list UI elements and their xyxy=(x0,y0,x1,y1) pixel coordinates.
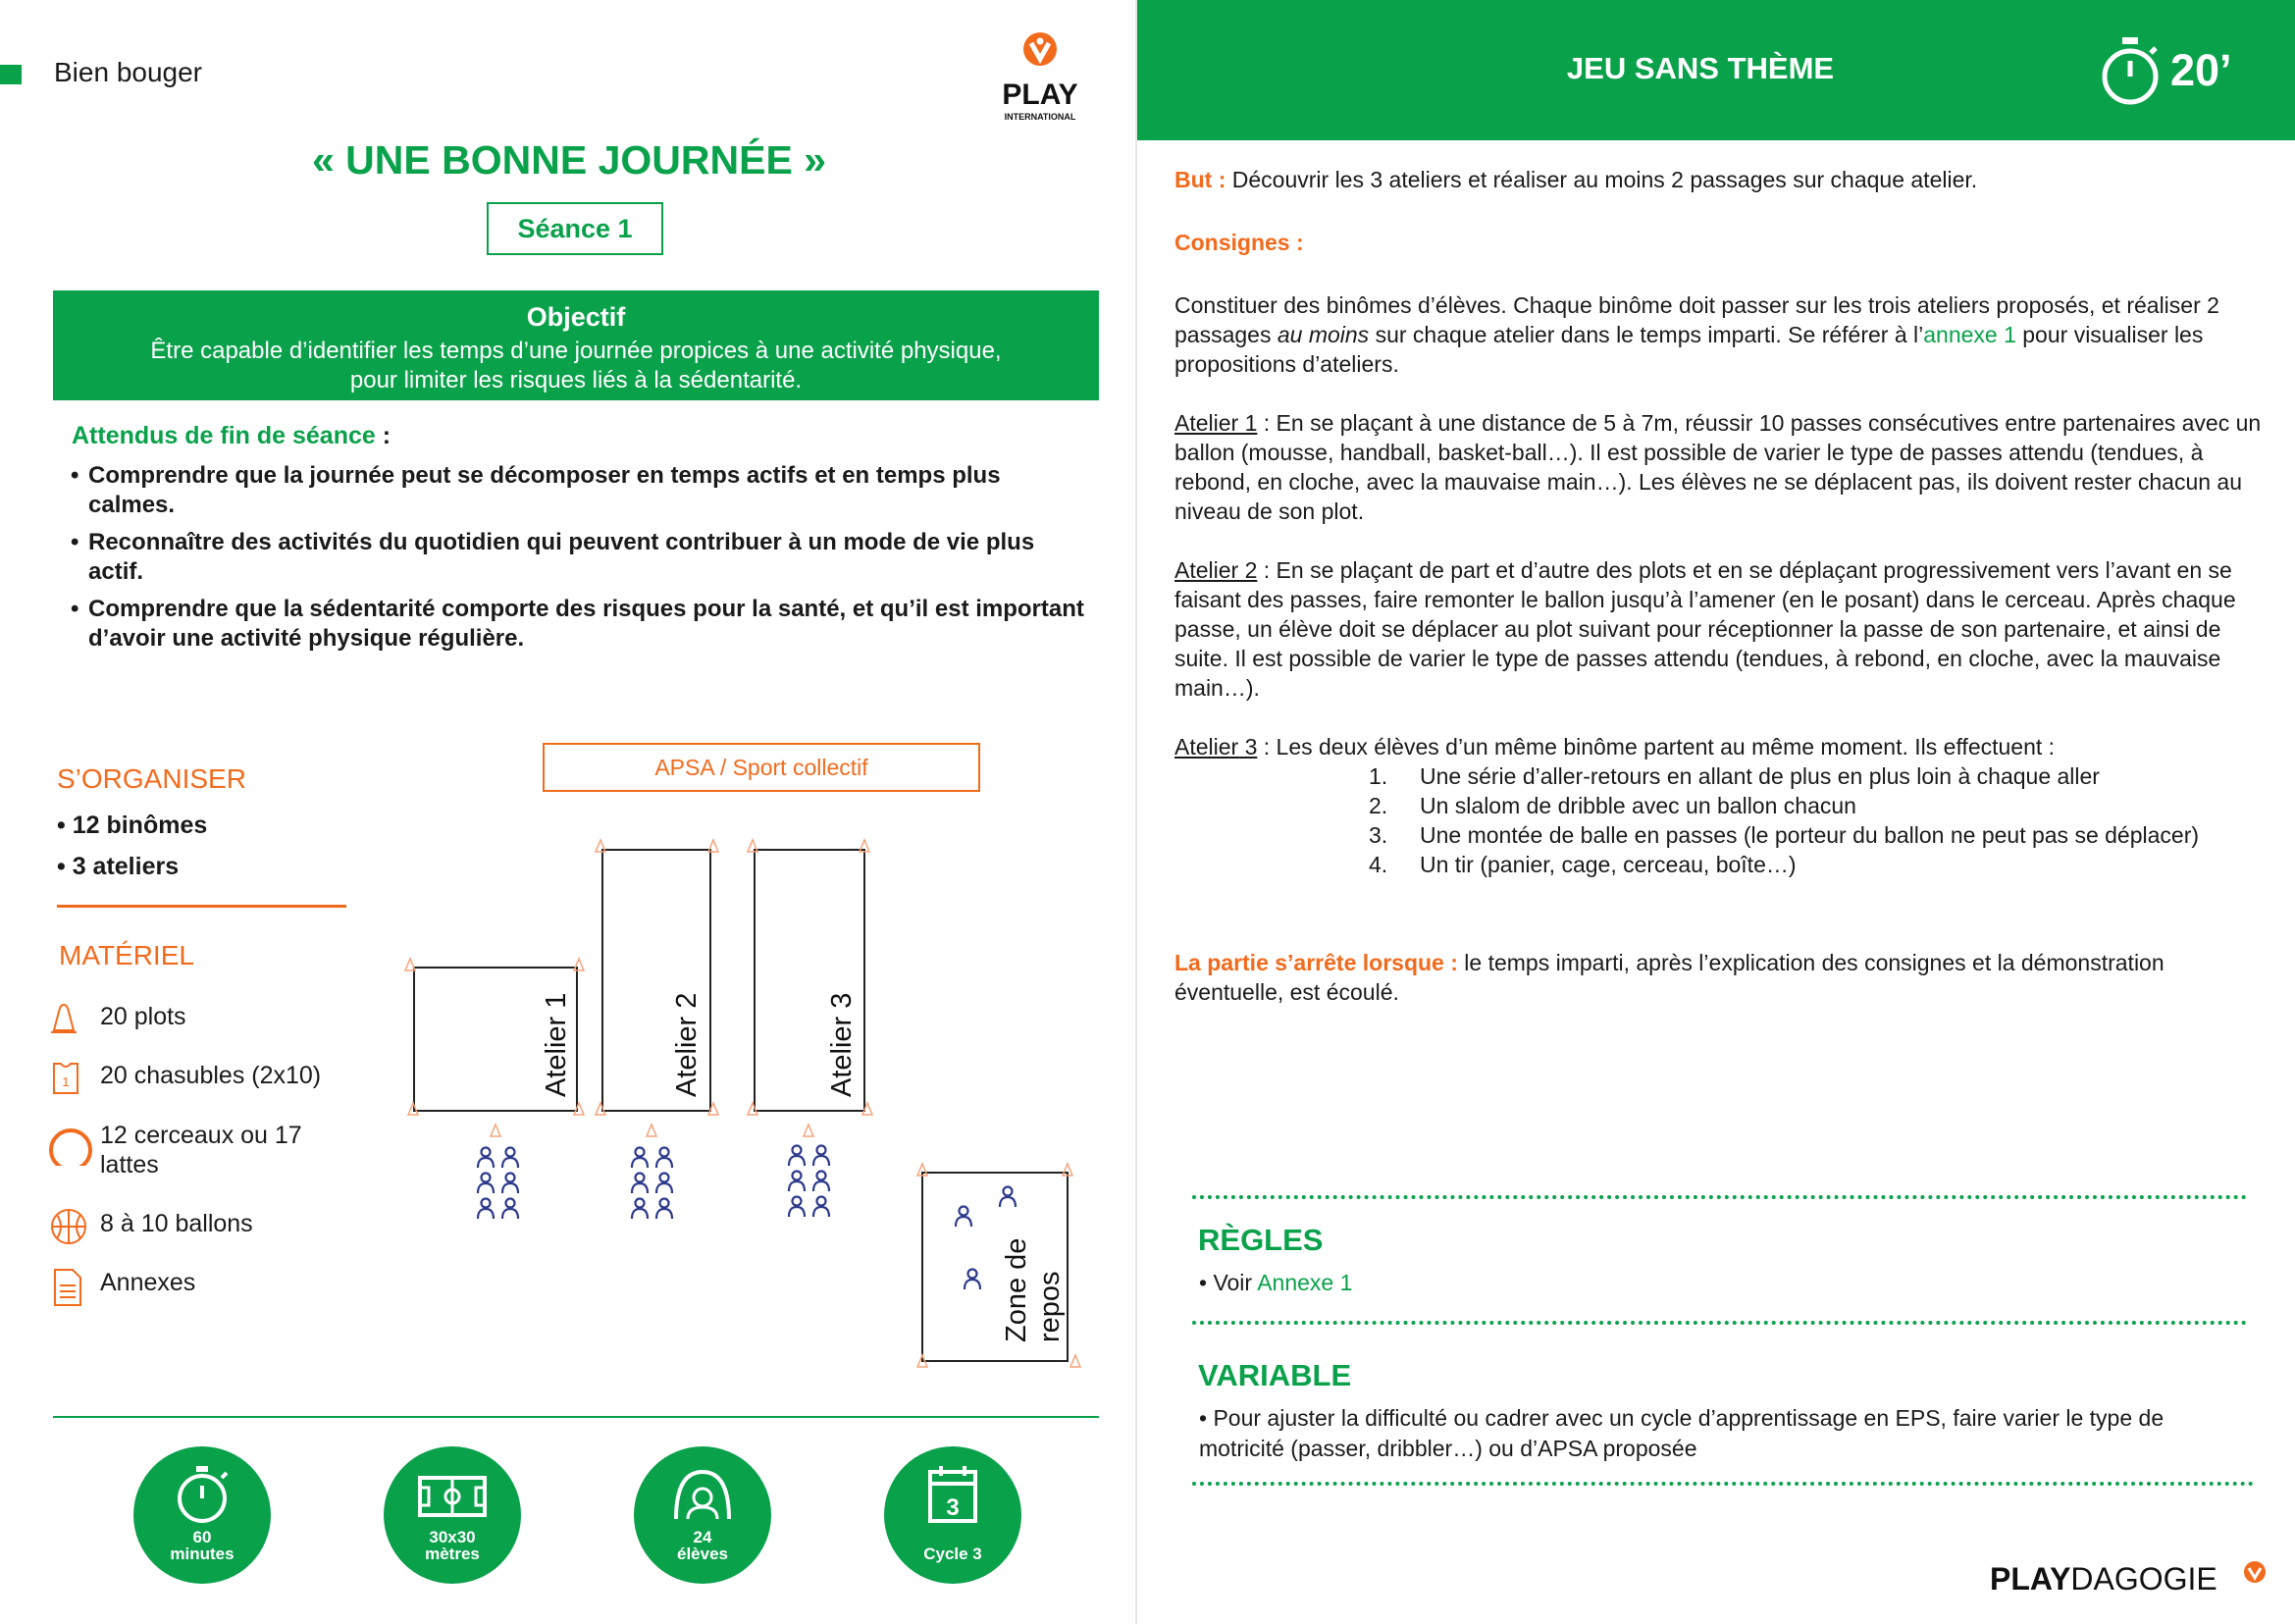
consignes-text: Constituer des binômes d’élèves. Chaque binôme doit passer sur les trois ateliers proposés, et réaliser 2 passages au moins sur chaque atelier dans le temps imparti. Se référer à l’annexe 1 pour visualiser les propositions d’ateliers. xyxy=(1174,292,2219,377)
atelier-2-label: Atelier 2 xyxy=(671,992,703,1097)
info-field xyxy=(384,1446,521,1584)
duration: 20’ xyxy=(2170,45,2232,95)
field-diagram xyxy=(392,824,1119,1384)
pupils-group-1 xyxy=(478,1148,518,1220)
objectif-title: Objectif xyxy=(526,302,626,332)
materiel-label: 12 cerceaux ou 17 lattes xyxy=(100,1122,302,1179)
zone-label-1: Zone de xyxy=(1001,1237,1032,1342)
calendar-icon xyxy=(918,1464,987,1530)
list-item: 2. Un slalom de dribble avec un ballon chacun xyxy=(1369,793,1856,818)
annexe-link[interactable]: annexe 1 xyxy=(1923,322,2016,347)
pupils-group-2 xyxy=(632,1148,672,1220)
materiel-label: Annexes xyxy=(100,1269,196,1296)
info-label: 60 minutes xyxy=(170,1528,235,1563)
seance-badge: Séance 1 xyxy=(487,202,663,255)
zone-label-2: repos xyxy=(1034,1271,1066,1342)
list-item: 3. Une montée de balle en passes (le porteur du ballon ne peut pas se déplacer) xyxy=(1369,822,2200,848)
atelier-3-label: Atelier 3 xyxy=(826,992,858,1097)
section-marker xyxy=(0,65,22,84)
list-item: • Comprendre que la sédentarité comporte des risques pour la santé, et qu’il est important d’avoir une activité physique régulière. xyxy=(71,595,1091,654)
info-label: 30x30 mètres xyxy=(425,1528,480,1563)
variable-text: • Pour ajuster la difficulté ou cadrer avec un cycle d’apprentissage en EPS, faire varier le type de motricité (passer, dribbler…) ou d’APSA proposée xyxy=(1199,1405,2165,1461)
dotted-divider xyxy=(1192,1195,2247,1199)
dotted-divider xyxy=(1192,1482,2254,1486)
info-label: 24 élèves xyxy=(677,1528,728,1563)
materiel-item xyxy=(49,1209,334,1238)
stopwatch-icon xyxy=(2100,35,2161,108)
list-item: • Comprendre que la journée peut se décomposer en temps actifs et en temps plus calmes. xyxy=(71,461,1091,520)
list-item: 1. Une série d’aller-retours en allant de plus en plus loin à chaque aller xyxy=(1369,763,2100,789)
materiel-label: 8 à 10 ballons xyxy=(100,1210,253,1237)
materiel-item xyxy=(49,1121,334,1179)
info-duration xyxy=(133,1446,271,1584)
logo-sub: INTERNATIONAL xyxy=(1004,112,1076,122)
field-icon xyxy=(418,1464,487,1530)
attendus-title xyxy=(72,422,391,450)
consignes-title: Consignes : xyxy=(1174,230,1304,255)
materiel-title: MATÉRIEL xyxy=(59,940,194,970)
objectif-text: Être capable d’identifier les temps d’une journée propices à une activité physique, pour limiter les risques liés à la sédentarité. xyxy=(150,338,1002,393)
materiel-item xyxy=(49,1268,334,1297)
objectif-box xyxy=(53,290,1099,400)
play-logo xyxy=(981,29,1099,128)
ball-icon xyxy=(49,1209,88,1255)
list-item: • 12 binômes xyxy=(57,805,207,846)
bib-icon xyxy=(49,1061,82,1103)
page-title: « UNE BONNE JOURNÉE » xyxy=(311,137,826,183)
section-label: Bien bouger xyxy=(54,57,203,87)
attendus-suffix: : xyxy=(375,422,391,449)
regles-text: • Voir Annexe 1 xyxy=(1199,1270,1353,1295)
logo-word: PLAY xyxy=(1002,79,1078,111)
atelier-3-text: Atelier 3 : Les deux élèves d’un même binôme partent au même moment. Ils effectuent : xyxy=(1174,734,2056,760)
document-icon xyxy=(49,1268,84,1314)
annexe-link[interactable]: Annexe 1 xyxy=(1257,1270,1353,1295)
dotted-divider xyxy=(1192,1321,2247,1325)
playdagogie-logo xyxy=(1990,1558,2274,1598)
hoop-icon xyxy=(49,1121,94,1173)
materiel-label: 20 plots xyxy=(100,1003,186,1030)
attendus-list xyxy=(71,461,1091,661)
atelier-3-steps xyxy=(1369,761,2291,879)
materiel-item xyxy=(49,1002,334,1031)
atelier-2-text: Atelier 2 : En se plaçant de part et d’autre des plots et en se déplaçant progressivement vers l’avant en se faisant des passes, faire remonter le ballon jusqu’à l’amener (en le posant) dans le cerceau. Après chaque passe, un élève doit se déplacer au plot suivant pour réceptionner la passe de son partenaire, et ainsi de suite. Il est possible de varier le type de passes attendu (tendues, à rebond, en cloche, avec la mauvaise main…). xyxy=(1174,557,2236,701)
atelier-1-text: Atelier 1 : En se plaçant à une distance de 5 à 7m, réussir 10 passes consécutives entre partenaires avec un ballon (mousse, handball, basket-ball…). Il est possible de varier le type de passes attendu (tendues, à rebond, en cloche, avec la mauvaise main…). Les élèves ne se déplacent pas, ils doivent rester chacun au niveau de son plot. xyxy=(1174,410,2262,524)
organiser-list xyxy=(57,805,207,887)
cone-icon xyxy=(49,1002,78,1042)
page-divider xyxy=(1135,0,1137,1624)
atelier-1-label: Atelier 1 xyxy=(541,992,572,1097)
divider xyxy=(53,1416,1099,1418)
info-pupils xyxy=(634,1446,771,1584)
regles-title: RÈGLES xyxy=(1198,1223,1324,1257)
fin-text: La partie s’arrête lorsque : le temps imparti, après l’explication des consignes et la démonstration éventuelle, est écoulé. xyxy=(1174,950,2165,1005)
attendus-label: Attendus de fin de séance xyxy=(72,422,376,449)
apsa-label: APSA / Sport collectif xyxy=(543,743,980,792)
materiel-label: 20 chasubles (2x10) xyxy=(100,1062,322,1089)
variable-title: VARIABLE xyxy=(1198,1358,1352,1392)
group-icon xyxy=(668,1464,737,1530)
list-item: 4. Un tir (panier, cage, cerceau, boîte…) xyxy=(1369,852,1797,877)
pupils-group-3 xyxy=(789,1146,829,1218)
info-label: Cycle 3 xyxy=(923,1545,982,1563)
divider xyxy=(57,905,346,908)
svg-text:PLAYDAGOGIE: PLAYDAGOGIE xyxy=(1990,1561,2217,1597)
stopwatch-icon xyxy=(168,1464,236,1530)
but-line: But : Découvrir les 3 ateliers et réaliser au moins 2 passages sur chaque atelier. xyxy=(1174,167,1978,192)
materiel-item xyxy=(49,1061,334,1090)
bib-number: 1 xyxy=(62,1074,70,1089)
banner-title: JEU SANS THÈME xyxy=(1566,51,1835,85)
organiser-title: S’ORGANISER xyxy=(57,763,246,794)
info-cycle xyxy=(884,1446,1021,1584)
list-item: • Reconnaître des activités du quotidien qui peuvent contribuer à un mode de vie plus actif. xyxy=(71,528,1091,587)
calendar-number: 3 xyxy=(946,1494,960,1521)
list-item: • 3 ateliers xyxy=(57,846,207,887)
